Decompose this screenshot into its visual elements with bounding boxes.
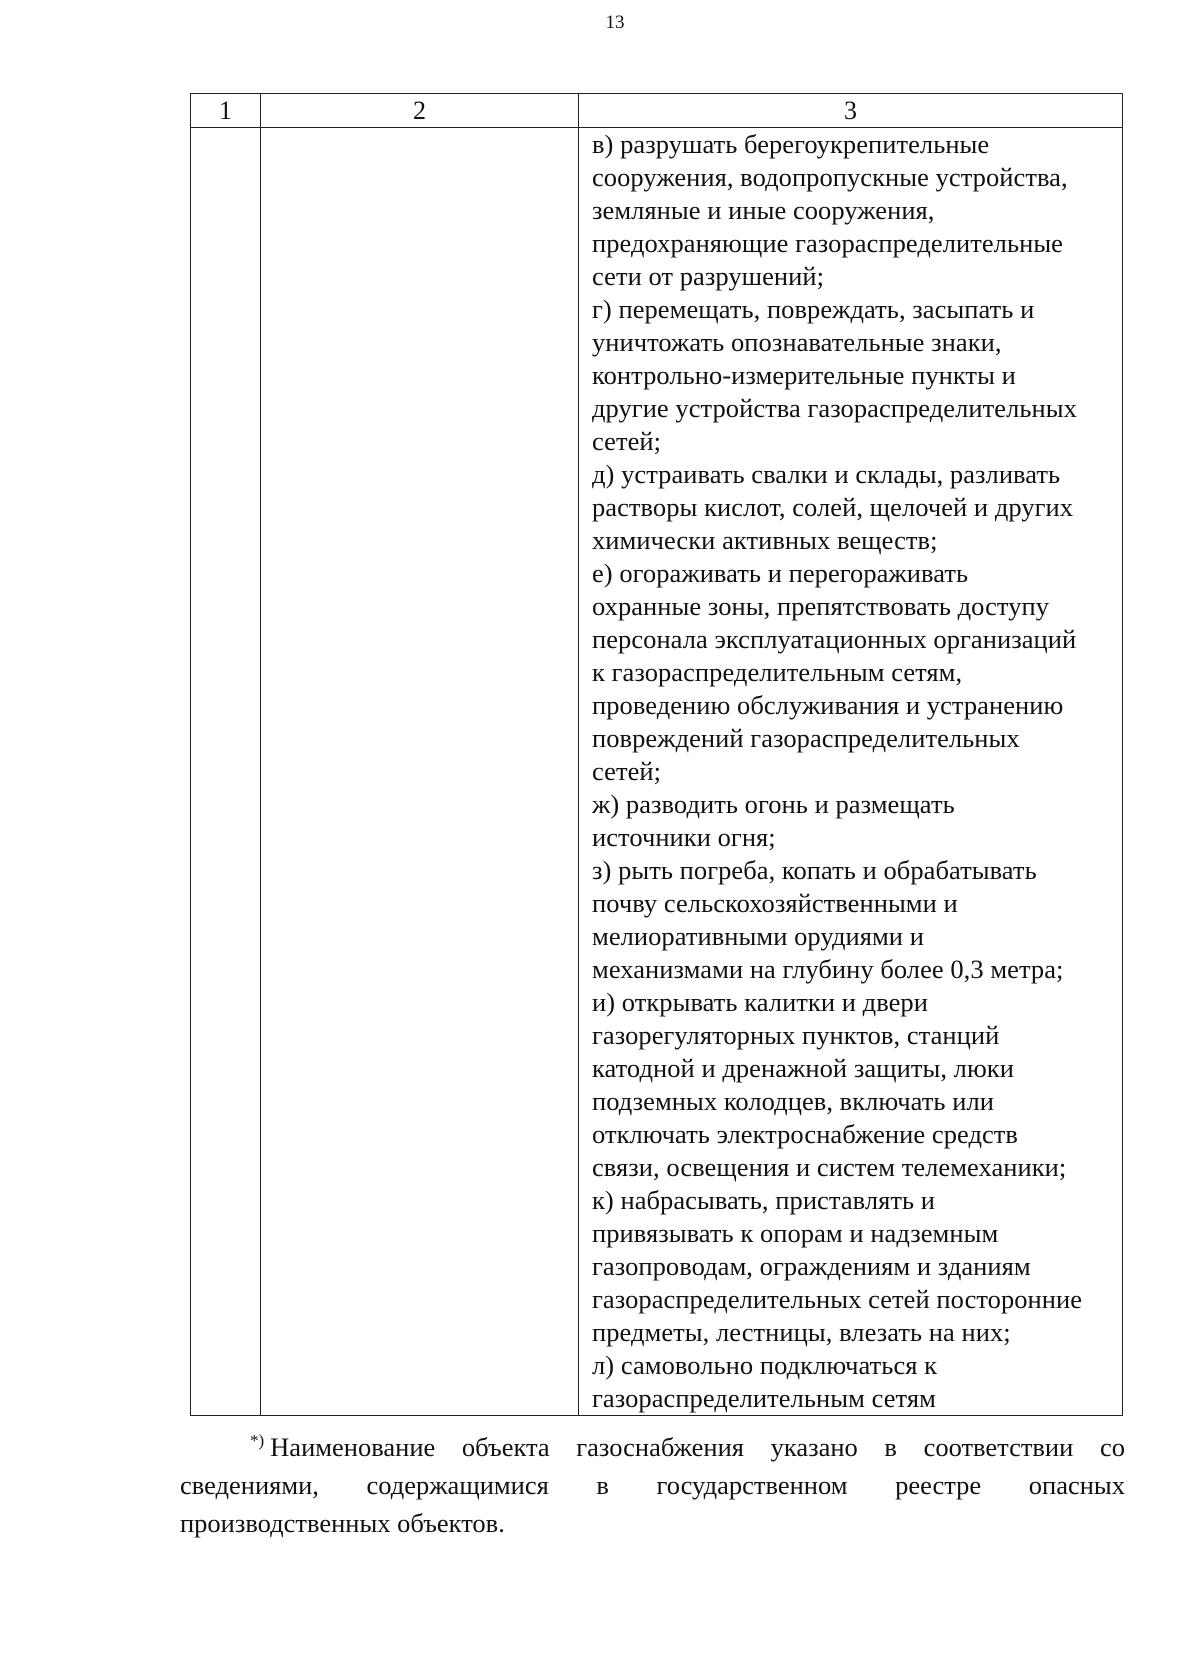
restriction-line: газорегуляторных пунктов, станций	[592, 1020, 1000, 1050]
restriction-line: з) рыть погреба, копать и обрабатывать	[592, 855, 1037, 885]
restriction-line: л) самовольно подключаться к	[592, 1350, 938, 1380]
restriction-line: земляные и иные сооружения,	[592, 195, 935, 225]
column-header-1: 1	[191, 94, 261, 128]
restriction-line: механизмами на глубину более 0,3 метра;	[592, 954, 1064, 984]
restrictions-list	[579, 128, 1122, 1415]
restriction-line: проведению обслуживания и устранению	[592, 690, 1064, 720]
footnote-word: газоснабжения	[576, 1432, 744, 1462]
footnote-marker: *)	[250, 1431, 265, 1451]
footnote-word: объекта	[461, 1432, 550, 1462]
footnote-word: государственном	[656, 1470, 848, 1500]
restriction-line: д) устраивать свалки и склады, разливать	[592, 459, 1061, 489]
restriction-line: привязывать к опорам и надземным	[592, 1218, 999, 1248]
cell-col1	[191, 128, 261, 1416]
restriction-line: предметы, лестницы, влезать на них;	[592, 1317, 1011, 1347]
restriction-line: сетей;	[592, 756, 662, 786]
restriction-line: газораспределительных сетей посторонние	[592, 1284, 1083, 1314]
footnote-line-3: производственных объектов.	[180, 1508, 505, 1538]
restriction-line: сооружения, водопропускные устройства,	[592, 162, 1068, 192]
restriction-line: г) перемещать, повреждать, засыпать и	[592, 294, 1035, 324]
footnote-line-1	[180, 1428, 1125, 1466]
footnote-word: сведениями,	[180, 1470, 319, 1500]
footnote-word: в	[884, 1432, 897, 1462]
footnote-word: соответствии	[923, 1432, 1074, 1462]
footnote-line-2	[180, 1466, 1125, 1504]
restriction-line: химически активных веществ;	[592, 525, 938, 555]
restriction-line: к газораспределительным сетям,	[592, 657, 963, 687]
restriction-line: отключать электроснабжение средств	[592, 1119, 1018, 1149]
restriction-line: подземных колодцев, включать или	[592, 1086, 994, 1116]
restriction-line: и) открывать калитки и двери	[592, 987, 928, 1017]
footnote-word: в	[596, 1470, 609, 1500]
footnote-word: опасных	[1028, 1470, 1125, 1500]
table-row	[191, 128, 1123, 1416]
cell-col2	[261, 128, 579, 1416]
restriction-line: персонала эксплуатационных организаций	[592, 624, 1077, 654]
restriction-line: растворы кислот, солей, щелочей и других	[592, 492, 1074, 522]
footnote-word-text: Наименование	[270, 1432, 436, 1462]
footnote-word: указано	[770, 1432, 858, 1462]
footnote-word: со	[1099, 1432, 1125, 1462]
restriction-line: мелиоративными орудиями и	[592, 921, 924, 951]
column-header-2: 2	[261, 94, 579, 128]
restriction-line: катодной и дренажной защиты, люки	[592, 1053, 1014, 1083]
restriction-line: в) разрушать берегоукрепительные	[592, 129, 990, 159]
table-header-row	[191, 94, 1123, 128]
restriction-line: повреждений газораспределительных	[592, 723, 1020, 753]
restriction-line: охранные зоны, препятствовать доступу	[592, 591, 1050, 621]
requirements-table	[190, 93, 1123, 1416]
restriction-line: газораспределительным сетям	[592, 1383, 936, 1413]
restriction-line: почву сельскохозяйственными и	[592, 888, 958, 918]
restriction-line: газопроводам, ограждениям и зданиям	[592, 1251, 1031, 1281]
restriction-line: предохраняющие газораспределительные	[592, 228, 1063, 258]
restriction-line: к) набрасывать, приставлять и	[592, 1185, 936, 1215]
restriction-line: сетей;	[592, 426, 662, 456]
restriction-line: е) огораживать и перегораживать	[592, 558, 969, 588]
restriction-line: контрольно-измерительные пункты и	[592, 360, 1016, 390]
footnote-word: реестре	[895, 1470, 982, 1500]
restriction-line: сети от разрушений;	[592, 261, 824, 291]
page-number: 13	[605, 12, 625, 33]
cell-col3	[579, 128, 1123, 1416]
restriction-line: другие устройства газораспределительных	[592, 393, 1077, 423]
footnote	[180, 1428, 1125, 1542]
restriction-line: уничтожать опознавательные знаки,	[592, 327, 1002, 357]
footnote-word: содержащимися	[366, 1470, 549, 1500]
restriction-line: ж) разводить огонь и размещать	[592, 789, 955, 819]
footnote-word	[250, 1428, 435, 1466]
restriction-line: источники огня;	[592, 822, 776, 852]
restriction-line: связи, освещения и систем телемеханики;	[592, 1152, 1067, 1182]
column-header-3: 3	[579, 94, 1123, 128]
